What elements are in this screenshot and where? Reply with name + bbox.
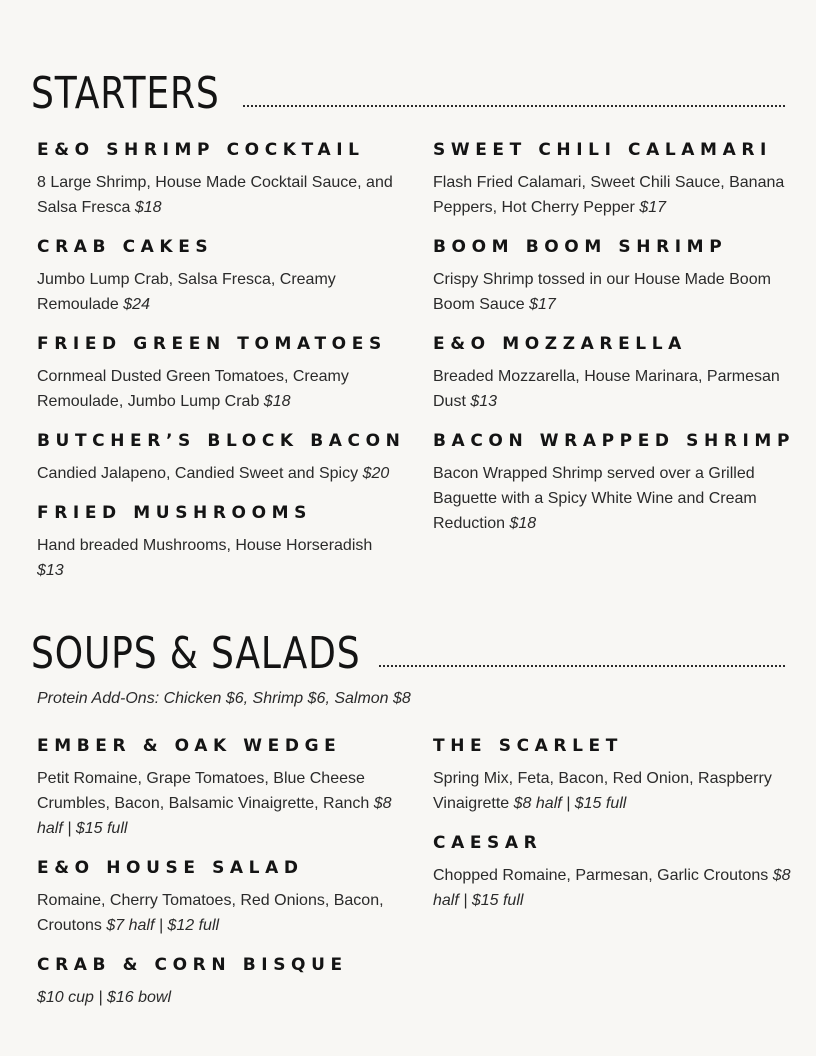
item-description: 8 Large Shrimp, House Made Cocktail Sauce, and Salsa Fresca $18 [37,174,393,216]
dotted-rule [379,665,785,667]
item-name: FRIED MUSHROOMS [37,503,313,523]
item-description: Spring Mix, Feta, Bacon, Red Onion, Raspberry Vinaigrette $8 half | $15 full [433,770,772,812]
item-name: BUTCHER’S BLOCK BACON [37,431,406,451]
item-name: CAESAR [433,833,543,853]
item-name: E&O SHRIMP COCKTAIL [37,140,365,160]
menu-item [37,235,397,317]
menu-item [37,953,397,1010]
menu-item [433,734,793,816]
menu-item [37,138,397,220]
item-description: Petit Romaine, Grape Tomatoes, Blue Cheese Crumbles, Bacon, Balsamic Vinaigrette, Ranch $8 half | $15 full [37,770,392,837]
item-price: $18 [263,393,291,410]
starters-right-column [433,138,796,551]
soups-salads-header [31,628,785,679]
menu-item [37,734,397,841]
item-price: $17 [529,296,556,313]
item-name: THE SCARLET [433,736,623,756]
menu-item [37,501,397,583]
item-price: $7 half | $12 full [106,917,220,934]
item-price: $8 half | $15 full [37,795,392,837]
item-name: CRAB & CORN BISQUE [37,955,348,975]
item-description [37,985,397,1010]
item-name: BOOM BOOM SHRIMP [433,237,728,257]
section-title: SOUPS & SALADS [31,628,361,679]
item-price: $18 [509,515,537,532]
menu-item [37,429,406,486]
item-price: $8 half | $15 full [513,795,627,812]
item-description: Bacon Wrapped Shrimp served over a Grilled Baguette with a Spicy White Wine and Cream Reduction $18 [433,465,757,532]
item-description: Jumbo Lump Crab, Salsa Fresca, Creamy Remoulade $24 [37,271,336,313]
item-price: $13 [37,562,64,579]
item-price: $17 [639,199,667,216]
item-name: SWEET CHILI CALAMARI [433,140,772,160]
item-description: Candied Jalapeno, Candied Sweet and Spicy $20 [37,465,390,482]
item-name: E&O HOUSE SALAD [37,858,304,878]
item-name: EMBER & OAK WEDGE [37,736,342,756]
item-description: Chopped Romaine, Parmesan, Garlic Croutons $8 half | $15 full [433,867,791,909]
item-price: $13 [470,393,498,410]
salads-left-column [37,734,397,1025]
item-name: FRIED GREEN TOMATOES [37,334,387,354]
item-price: $24 [123,296,150,313]
item-name: CRAB CAKES [37,237,214,257]
item-price: $10 cup | $16 bowl [37,989,172,1006]
item-description: Romaine, Cherry Tomatoes, Red Onions, Bacon, Croutons $7 half | $12 full [37,892,384,934]
starters-header [31,68,785,119]
item-price: $18 [134,199,162,216]
item-name: BACON WRAPPED SHRIMP [433,431,796,451]
dotted-rule [243,105,785,107]
menu-item [37,856,397,938]
menu-item [433,138,793,220]
item-description: Cornmeal Dusted Green Tomatoes, Creamy Remoulade, Jumbo Lump Crab $18 [37,368,349,410]
item-description: Crispy Shrimp tossed in our House Made Boom Boom Sauce $17 [433,271,771,313]
starters-left-column [37,138,406,598]
menu-item [433,332,793,414]
protein-addons-note: Protein Add-Ons: Chicken $6, Shrimp $6, Salmon $8 [37,690,411,707]
section-title: STARTERS [31,68,220,119]
item-price: $20 [362,465,390,482]
item-name: E&O MOZZARELLA [433,334,687,354]
salads-right-column [433,734,793,928]
item-price: $8 half | $15 full [433,867,791,909]
item-description: Breaded Mozzarella, House Marinara, Parmesan Dust $13 [433,368,780,410]
menu-item [37,332,397,414]
menu-item [433,429,796,536]
item-description: Flash Fried Calamari, Sweet Chili Sauce, Banana Peppers, Hot Cherry Pepper $17 [433,174,785,216]
item-description: Hand breaded Mushrooms, House Horseradish $13 [37,537,373,579]
menu-item [433,235,793,317]
menu-item [433,831,793,913]
